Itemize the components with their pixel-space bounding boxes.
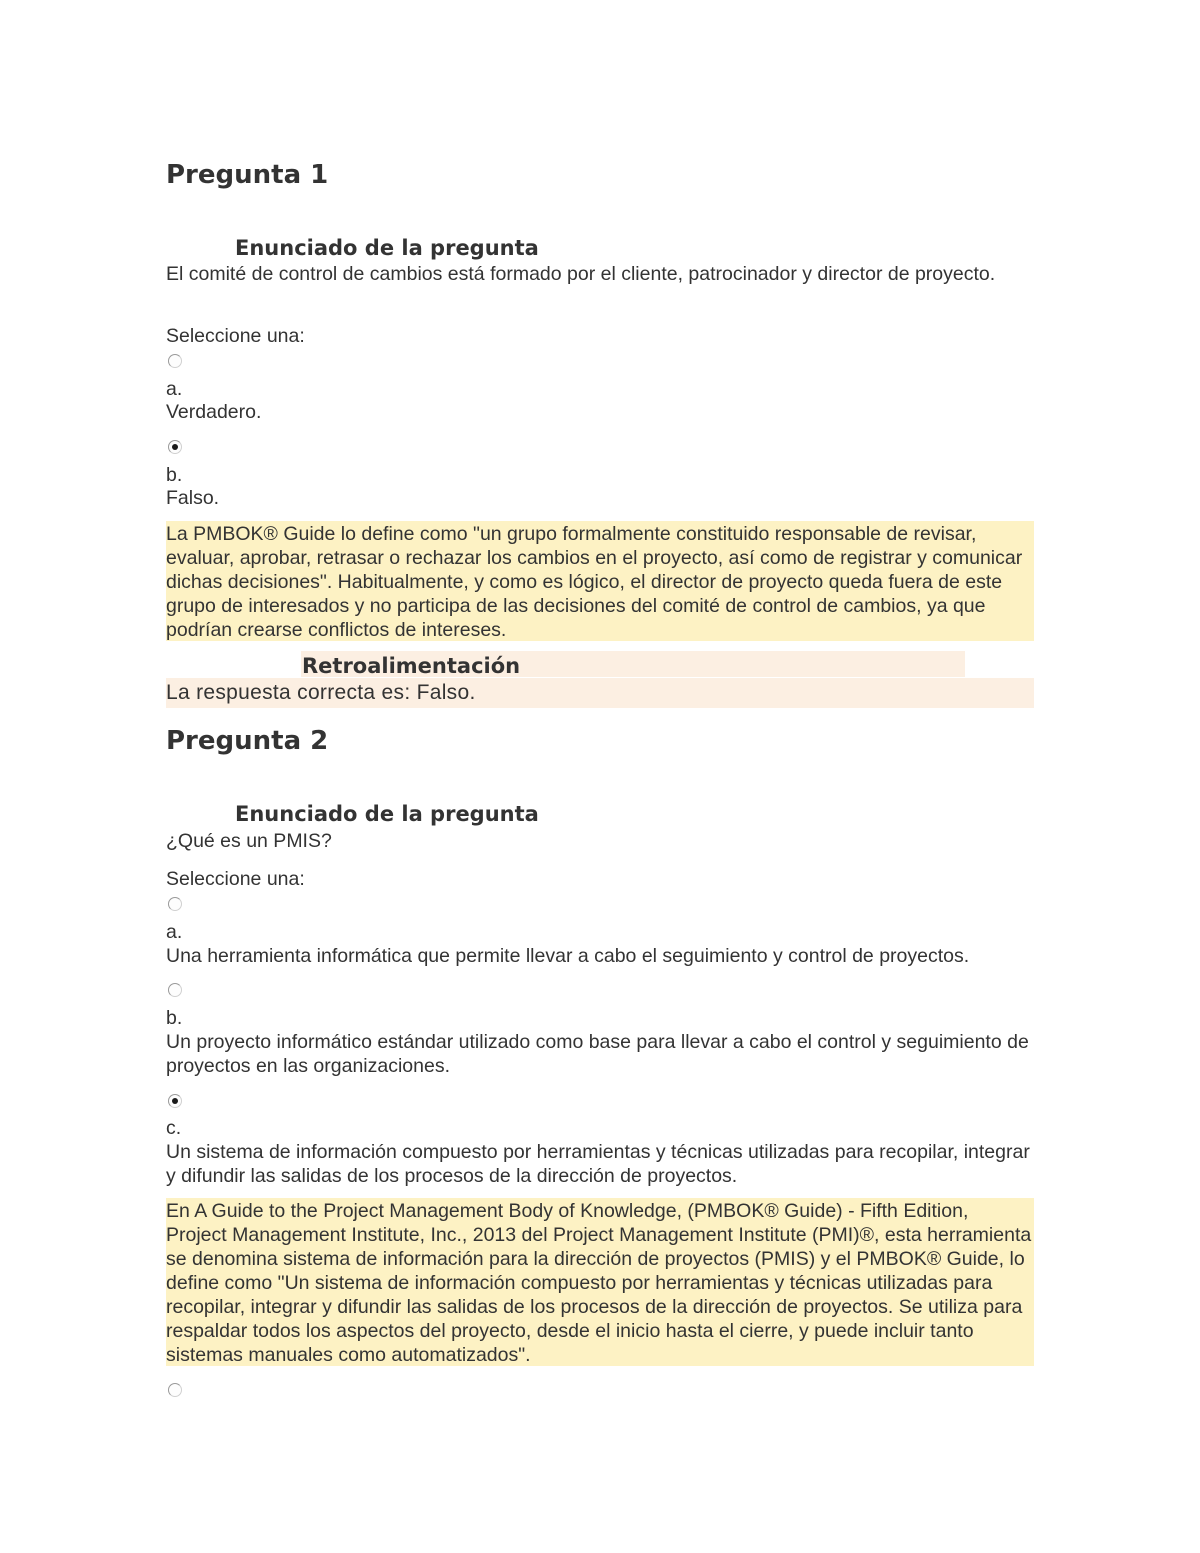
question-1-select-prompt: Seleccione una: (166, 325, 305, 347)
question-2-option-a-radio[interactable] (168, 897, 182, 911)
question-1-option-a-text[interactable]: Verdadero. (166, 401, 262, 423)
question-2-option-a-letter: a. (166, 921, 183, 943)
question-1-option-b-letter: b. (166, 464, 183, 486)
question-1-option-b-text[interactable]: Falso. (166, 487, 220, 509)
next-question-radio[interactable] (168, 1383, 182, 1397)
question-2-stem-heading: Enunciado de la pregunta (235, 802, 539, 826)
question-2-option-b-letter: b. (166, 1007, 183, 1029)
question-1-stem-heading: Enunciado de la pregunta (235, 236, 539, 260)
question-2-option-b-radio[interactable] (168, 983, 182, 997)
question-2-option-c-text[interactable]: Un sistema de información compuesto por herramientas y técnicas utilizadas para recopilar, integrar y difundir las salidas de los procesos de la dirección de proyectos. (166, 1141, 1030, 1187)
question-1-option-a-letter: a. (166, 378, 183, 400)
question-1-stem: El comité de control de cambios está formado por el cliente, patrocinador y director de proyecto. (166, 263, 996, 285)
question-2-option-c-radio[interactable] (168, 1094, 182, 1108)
question-2-select-prompt: Seleccione una: (166, 868, 305, 890)
question-2-title: Pregunta 2 (166, 726, 329, 756)
question-1-feedback: La respuesta correcta es: Falso. (166, 678, 1034, 708)
question-1-explanation: La PMBOK® Guide lo define como "un grupo formalmente constituido responsable de revisar, evaluar, aprobar, retrasar o rechazar los cambios en el proyecto, así como de registrar y comunicar dichas decisiones". Habitualmente, y como es lógico, el director de proyecto queda fuera de este grupo de interesados y no participa de las decisiones del comité de control de cambios, ya que podrían crearse conflictos de intereses. (166, 521, 1034, 641)
question-2-option-a-text[interactable]: Una herramienta informática que permite llevar a cabo el seguimiento y control de proyectos. (166, 945, 970, 967)
question-2-option-b-text[interactable]: Un proyecto informático estándar utilizado como base para llevar a cabo el control y seguimiento de proyectos en las organizaciones. (166, 1031, 1029, 1077)
question-1-option-b-radio[interactable] (168, 440, 182, 454)
question-2-explanation: En A Guide to the Project Management Body of Knowledge, (PMBOK® Guide) - Fifth Edition, Project Management Institute, Inc., 2013 del Project Management Institute (PMI)®, esta herramienta se denomina sistema de información para la dirección de proyectos (PMIS) y el PMBOK® Guide, lo define como "Un sistema de información compuesto por herramientas y técnicas utilizadas para recopilar, integrar y difundir las salidas de los procesos de la dirección de proyectos. Se utiliza para respaldar todos los aspectos del proyecto, desde el inicio hasta el cierre, y puede incluir tanto sistemas manuales como automatizados". (166, 1198, 1034, 1366)
question-2-option-c-letter: c. (166, 1117, 182, 1139)
question-1-title: Pregunta 1 (166, 160, 329, 190)
question-1-feedback-heading: Retroalimentación (302, 654, 521, 678)
question-1-option-a-radio[interactable] (168, 354, 182, 368)
question-2-stem: ¿Qué es un PMIS? (166, 830, 332, 852)
